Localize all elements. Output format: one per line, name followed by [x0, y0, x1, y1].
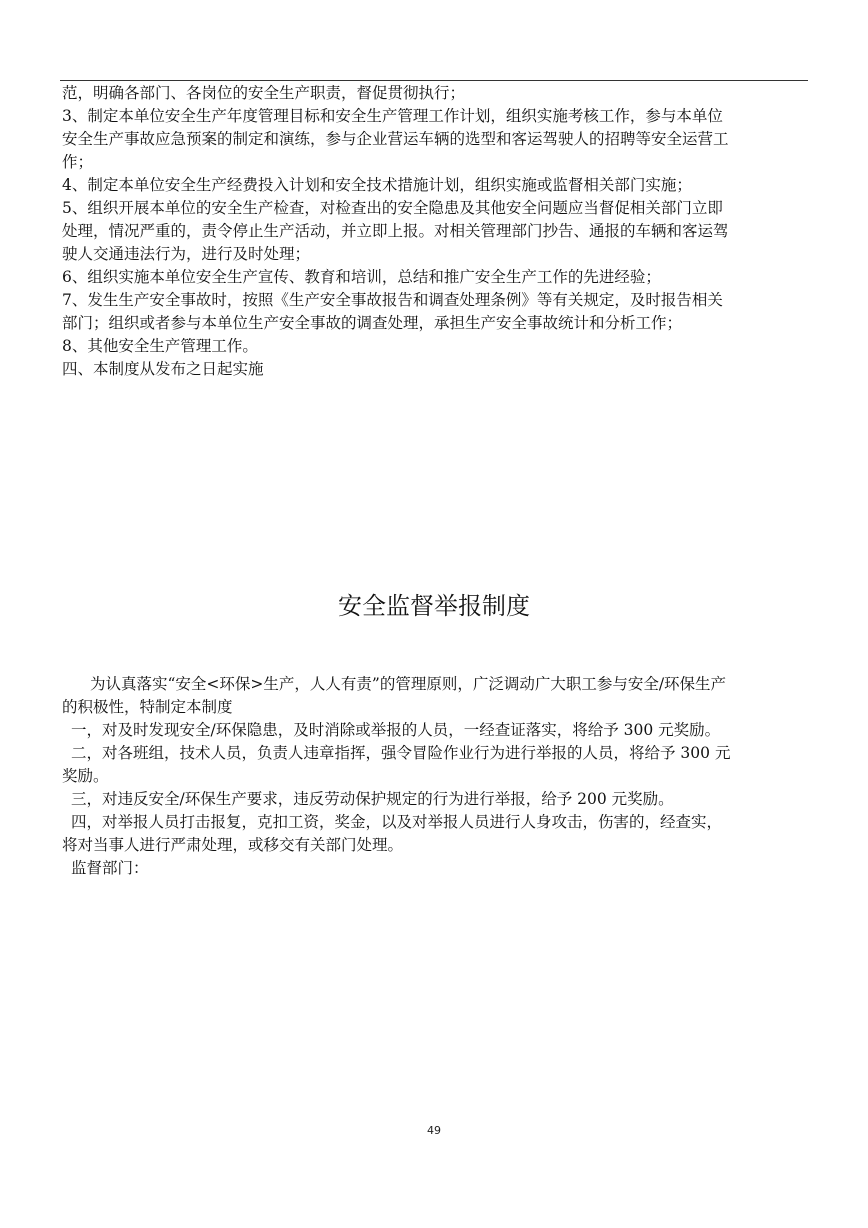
text-line: 5、组织开展本单位的安全生产检查，对检查出的安全隐患及其他安全问题应当督促相关部门立即 [62, 199, 723, 217]
text-line: 驶人交通违法行为，进行及时处理； [62, 245, 311, 263]
policy-item-2-continuation: 奖励。 [62, 767, 109, 785]
text-line: 部门；组织或者参与本单位生产安全事故的调查处理，承担生产安全事故统计和分析工作； [62, 314, 683, 332]
responsibilities-continuation [62, 82, 810, 381]
document-title: 安全监督举报制度 [338, 592, 530, 620]
text-line: 处理，情况严重的，责令停止生产活动，并立即上报。对相关管理部门抄告、通报的车辆和客运驾 [62, 222, 729, 240]
policy-item-2: 二，对各班组，技术人员，负责人违章指挥，强令冒险作业行为进行举报的人员，将给予 300 元 [71, 744, 731, 762]
policy-item-3: 三，对违反安全/环保生产要求，违反劳动保护规定的行为进行举报，给予 200 元奖励。 [71, 790, 674, 808]
text-line: 安全生产事故应急预案的制定和演练，参与企业营运车辆的选型和客运驾驶人的招聘等安全运营工 [62, 130, 729, 148]
supervision-department-label: 监督部门： [71, 859, 149, 877]
text-line: 范，明确各部门、各岗位的安全生产职责，督促贯彻执行； [62, 84, 466, 102]
text-line: 四、本制度从发布之日起实施 [62, 360, 264, 378]
text-line: 4、制定本单位安全生产经费投入计划和安全技术措施计划，组织实施或监督相关部门实施； [62, 176, 692, 194]
page-number: 49 [427, 1124, 441, 1137]
policy-item-1: 一，对及时发现安全/环保隐患，及时消除或举报的人员，一经查证落实，将给予 300 元奖励。 [71, 721, 721, 739]
text-line: 3、制定本单位安全生产年度管理目标和安全生产管理工作计划，组织实施考核工作，参与本单位 [62, 107, 723, 125]
text-line: 8、其他安全生产管理工作。 [62, 337, 258, 355]
policy-item-4-continuation: 将对当事人进行严肃处理，或移交有关部门处理。 [62, 836, 404, 854]
intro-paragraph-line: 的积极性，特制定本制度 [62, 698, 233, 716]
header-rule [60, 80, 808, 81]
policy-item-4: 四，对举报人员打击报复，克扣工资，奖金，以及对举报人员进行人身攻击，伤害的，经查实， [71, 813, 723, 831]
reporting-policy-body [62, 673, 810, 880]
text-line: 作； [62, 153, 94, 171]
text-line: 7、发生生产安全事故时，按照《生产安全事故报告和调查处理条例》等有关规定，及时报告相关 [62, 291, 723, 309]
text-line: 6、组织实施本单位安全生产宣传、教育和培训，总结和推广安全生产工作的先进经验； [62, 268, 661, 286]
intro-paragraph-line: 为认真落实“安全<环保>生产，人人有责”的管理原则，广泛调动广大职工参与安全/环保生产 [90, 675, 727, 693]
